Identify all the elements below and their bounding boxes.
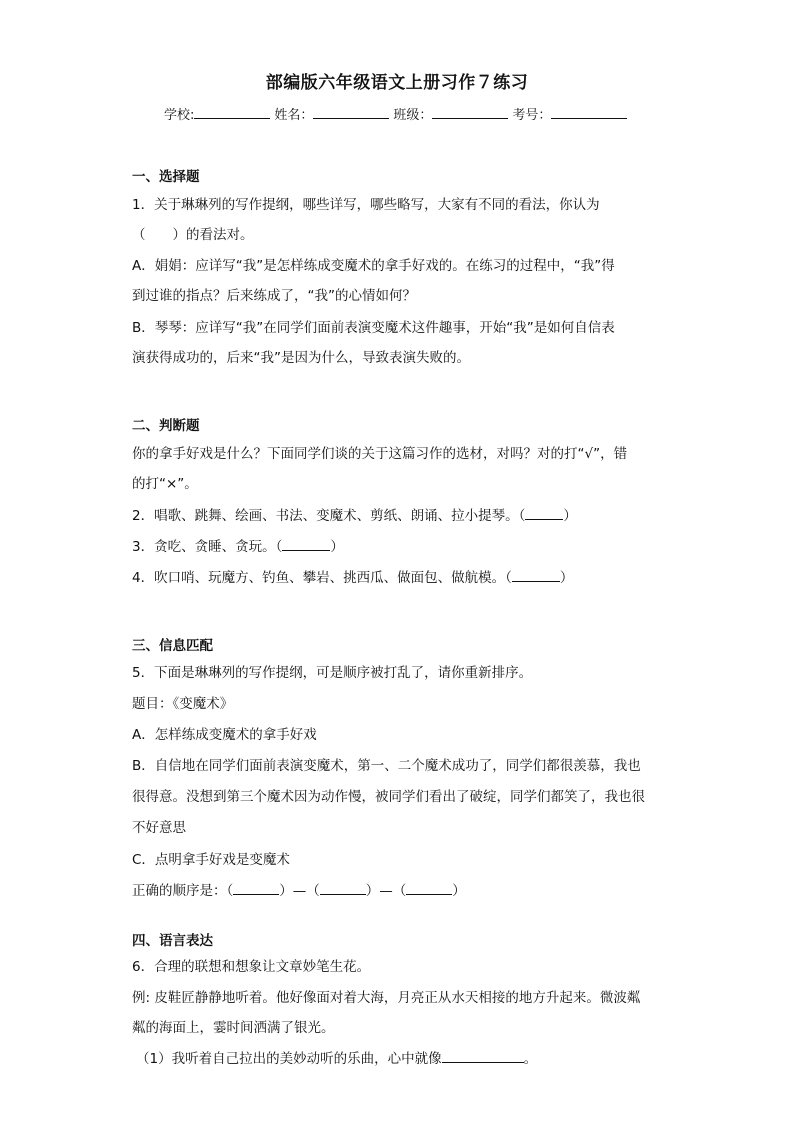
question-1-line-1: 1．关于琳琳列的写作提纲，哪些详写，哪些略写，大家有不同的看法，你认为 (132, 197, 600, 213)
sub-question-1-end: 。 (523, 1051, 538, 1067)
question-4-close: ） (559, 570, 574, 586)
sub-question-1-blank[interactable] (442, 1050, 524, 1063)
option-b-line-2: 演获得成功的，后来“我”是因为什么，导致表演失败的。 (132, 350, 470, 366)
section-2-heading: 二、判断题 (132, 418, 200, 434)
question-3 (132, 535, 344, 555)
question-2 (132, 504, 577, 524)
order-end: ） (452, 883, 466, 899)
outline-item-c: C．点明拿手好戏是变魔术 (132, 852, 290, 868)
judge-intro-line-2: 的打“×”。 (132, 476, 198, 492)
example-line-1: 例: 皮鞋匠静静地听着。他好像面对着大海，月亮正从水天相接的地方升起来。微波粼 (132, 990, 641, 1006)
school-blank (194, 106, 270, 119)
question-1-line-2: （ ）的看法对。 (132, 227, 254, 243)
question-4-answer-blank[interactable] (512, 569, 560, 582)
order-label: 正确的顺序是：（ (132, 883, 234, 899)
exam-no-label: 考号： (512, 108, 552, 123)
option-b-line-1: B．琴琴：应详写“我”在同学们面前表演变魔术这件趣事，开始“我”是如何自信表 (132, 320, 615, 336)
question-3-answer-blank[interactable] (282, 538, 330, 551)
page-title: 部编版六年级语文上册习作７练习 (265, 73, 529, 93)
question-2-answer-blank[interactable] (525, 507, 563, 520)
class-label: 班级： (393, 108, 433, 123)
class-blank (432, 106, 508, 119)
question-2-close: ） (563, 508, 577, 524)
order-blank-2[interactable] (320, 882, 366, 895)
question-5-topic: 题目：《变魔术》 (132, 696, 234, 712)
student-info-row (164, 104, 631, 123)
question-2-text: 2．唱歌、跳舞、绘画、书法、变魔术、剪纸、朗诵、拉小提琴。（ (132, 508, 526, 524)
name-label: 姓名： (274, 108, 314, 123)
order-blank-3[interactable] (406, 882, 452, 895)
order-answer-row (132, 879, 466, 899)
outline-item-b-line-1: B．自信地在同学们面前表演变魔术，第一、二个魔术成功了，同学们都很羡慕，我也 (132, 758, 641, 774)
question-3-close: ） (330, 539, 344, 555)
judge-intro-line-1: 你的拿手好戏是什么？下面同学们谈的关于这篇习作的选材，对吗？对的打“√”，错 (132, 446, 628, 462)
section-3-heading: 三、信息匹配 (132, 638, 213, 654)
question-4-text: 4．吹口哨、玩魔方、钓鱼、攀岩、挑西瓜、做面包、做航模。（ (132, 570, 512, 586)
section-1-heading: 一、选择题 (132, 169, 200, 185)
question-4 (132, 566, 573, 586)
section-4-heading: 四、语言表达 (132, 933, 213, 949)
school-label: 学校: (164, 108, 195, 123)
question-5: 5．下面是琳琳列的写作提纲，可是顺序被打乱了，请你重新排序。 (132, 665, 533, 681)
option-a-line-1: A．娟娟：应详写“我”是怎样练成变魔术的拿手好戏的。在练习的过程中，“我”得 (132, 258, 615, 274)
order-separator-2: ）—（ (365, 883, 407, 899)
example-line-2: 粼的海面上，霎时间洒满了银光。 (132, 1020, 335, 1036)
outline-item-b-line-3: 不好意思 (132, 820, 186, 836)
order-blank-1[interactable] (233, 882, 279, 895)
outline-item-a: A．怎样练成变魔术的拿手好戏 (132, 727, 317, 743)
question-3-text: 3．贪吃、贪睡、贪玩。（ (132, 539, 283, 555)
name-blank (313, 106, 389, 119)
exam-no-blank (551, 106, 627, 119)
sub-question-1-text: （1）我听着自己拉出的美妙动听的乐曲，心中就像 (136, 1051, 442, 1067)
question-6: 6．合理的联想和想象让文章妙笔生花。 (132, 959, 371, 975)
sub-question-1 (136, 1047, 537, 1067)
order-separator-1: ）—（ (279, 883, 320, 899)
option-a-line-2: 到过谁的指点？后来练成了，“我”的心情如何？ (132, 288, 416, 304)
outline-item-b-line-2: 很得意。没想到第三个魔术因为动作慢，被同学们看出了破绽，同学们都笑了，我也很 (132, 789, 645, 805)
